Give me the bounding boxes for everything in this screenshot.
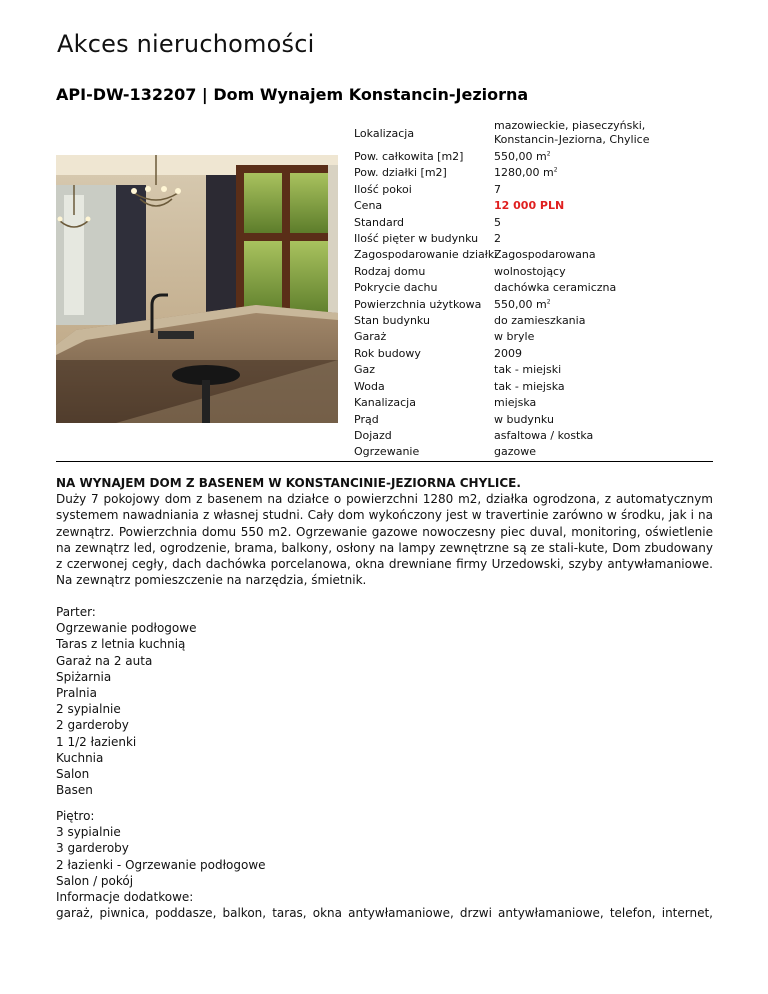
- list-item: Basen: [56, 783, 93, 798]
- list-item: 2 łazienki - Ogrzewanie podłogowe: [56, 857, 266, 872]
- list-item: 2 sypialnie: [56, 702, 121, 717]
- spec-label: Garaż: [354, 330, 387, 344]
- spec-row-water: [354, 379, 712, 395]
- spec-row-price: [354, 198, 712, 214]
- list-item: 3 sypialnie: [56, 825, 121, 840]
- spec-label: Pow. działki [m2]: [354, 166, 447, 180]
- spec-row-standard: [354, 215, 712, 231]
- spec-label: Pokrycie dachu: [354, 281, 438, 295]
- ground-floor-heading: Parter:: [56, 605, 96, 619]
- unit-exponent: 2: [553, 166, 558, 174]
- spec-label: Ilość pięter w budynku: [354, 232, 479, 246]
- spec-row-access-road: [354, 428, 712, 444]
- first-floor-heading: Piętro:: [56, 809, 95, 823]
- spec-value: gazowe: [494, 445, 536, 459]
- spec-label: Ilość pokoi: [354, 182, 412, 196]
- spec-value: tak - miejski: [494, 363, 562, 377]
- list-item: Taras z letnia kuchnią: [56, 637, 186, 652]
- spec-value: Zagospodarowana: [494, 248, 596, 262]
- unit-exponent: 2: [546, 150, 551, 158]
- spec-row-heating: [354, 444, 712, 460]
- spec-value: miejska: [494, 396, 537, 410]
- spec-label: Powierzchnia użytkowa: [354, 297, 482, 311]
- spec-row-gas: [354, 362, 712, 378]
- listing-title: API-DW-132207 | Dom Wynajem Konstancin-Jeziorna: [56, 85, 529, 104]
- spec-value: w budynku: [494, 412, 554, 426]
- spec-row-rooms: [354, 182, 712, 198]
- property-specs-table: [354, 119, 712, 461]
- spec-value: 7: [494, 182, 501, 196]
- spec-value: tak - miejska: [494, 379, 565, 393]
- spec-value: wolnostojący: [494, 264, 566, 278]
- list-item: Pralnia: [56, 686, 97, 701]
- spec-row-plot-development: [354, 247, 712, 263]
- spec-value-text: 550,00 m: [494, 150, 547, 163]
- listing-description: [56, 475, 713, 588]
- spec-row-floors: [354, 231, 712, 247]
- spec-label: Stan budynku: [354, 314, 430, 328]
- ground-floor-list: [56, 604, 713, 798]
- first-floor-list: [56, 808, 713, 921]
- spec-value: [494, 149, 712, 165]
- list-item: Garaż na 2 auta: [56, 653, 153, 668]
- spec-label: Prąd: [354, 412, 379, 426]
- extra-info-text: garaż, piwnica, poddasze, balkon, taras, okna antywłamaniowe, drzwi antywłamaniowe, telefon, internet,: [56, 906, 713, 921]
- unit-exponent: 2: [546, 298, 551, 305]
- list-item: Ogrzewanie podłogowe: [56, 621, 197, 636]
- spec-value: w bryle: [494, 330, 535, 344]
- spec-row-usable-area: [354, 297, 712, 313]
- list-item: Kuchnia: [56, 750, 104, 765]
- spec-row-roof: [354, 280, 712, 296]
- extra-info-heading: Informacje dodatkowe:: [56, 890, 194, 905]
- spec-value: do zamieszkania: [494, 314, 586, 328]
- property-photo: [56, 155, 338, 423]
- list-item: 3 garderoby: [56, 841, 129, 856]
- spec-value: dachówka ceramiczna: [494, 281, 617, 295]
- description-body: Duży 7 pokojowy dom z basenem na działce o powierzchni 1280 m2, działka ogrodzona, z automatycznym systemem nawadniania z własnej studni. Cały dom wykończony jest w travertinie zarówno w środku, jak i na zewnątrz. Powierzchnia domu 550 m2. Ogrzewanie gazowe nowoczesny piec duval, monitoring, oświetlenie na zewnątrz led, ogrodzenie, brama, balkony, osłony na lampy zewnętrzne są ze stali-kute, Dom zbudowany z czerwonej cegły, dach dachówka porcelanowa, okna drewniane firmy Urzedowski, szyby antywłamaniowe. Na zewnątrz pomieszczenie na narzędzia, śmietnik.: [56, 492, 713, 588]
- spec-label: Ogrzewanie: [354, 445, 420, 459]
- spec-value: asfaltowa / kostka: [494, 428, 594, 442]
- list-item: 1 1/2 łazienki: [56, 734, 137, 749]
- spec-value: mazowieckie, piaseczyński, Konstancin-Jeziorna, Chylice: [494, 119, 650, 146]
- spec-value: 5: [494, 215, 501, 229]
- spec-row-location: [354, 119, 712, 149]
- list-item: 2 garderoby: [56, 718, 129, 733]
- spec-label: Zagospodarowanie działki: [354, 248, 498, 262]
- spec-value-text: 1280,00 m: [494, 166, 554, 180]
- spec-label: Lokalizacja: [354, 127, 415, 140]
- spec-row-year-built: [354, 346, 712, 362]
- spec-label: Cena: [354, 199, 383, 213]
- agency-logo-text: Akces nieruchomości: [57, 30, 315, 58]
- list-item: Salon / pokój: [56, 873, 134, 888]
- spec-label: Rodzaj domu: [354, 264, 426, 278]
- spec-label: Rok budowy: [354, 346, 421, 360]
- price-value: 12 000 PLN: [494, 199, 565, 213]
- spec-row-total-area: [354, 149, 712, 165]
- list-item: Spiżarnia: [56, 669, 112, 684]
- spec-label: Dojazd: [354, 428, 392, 442]
- spec-label: Gaz: [354, 363, 376, 377]
- spec-row-sewage: [354, 395, 712, 411]
- spec-row-electricity: [354, 412, 712, 428]
- spec-value-text: 550,00 m: [494, 297, 547, 311]
- spec-value: 2009: [494, 346, 522, 360]
- spec-row-garage: [354, 329, 712, 345]
- spec-label: Standard: [354, 215, 405, 229]
- spec-label: Woda: [354, 379, 385, 393]
- spec-row-building-condition: [354, 313, 712, 329]
- spec-value: 2: [494, 232, 501, 246]
- spec-label: Pow. całkowita [m2]: [354, 150, 464, 163]
- spec-value: [494, 165, 712, 181]
- spec-value: [494, 297, 712, 313]
- spec-row-plot-area: [354, 165, 712, 181]
- section-divider: [56, 461, 713, 462]
- spec-row-house-type: [354, 264, 712, 280]
- spec-label: Kanalizacja: [354, 396, 416, 410]
- list-item: Salon: [56, 767, 90, 782]
- description-heading: NA WYNAJEM DOM Z BASENEM W KONSTANCINIE-JEZIORNA CHYLICE.: [56, 476, 521, 490]
